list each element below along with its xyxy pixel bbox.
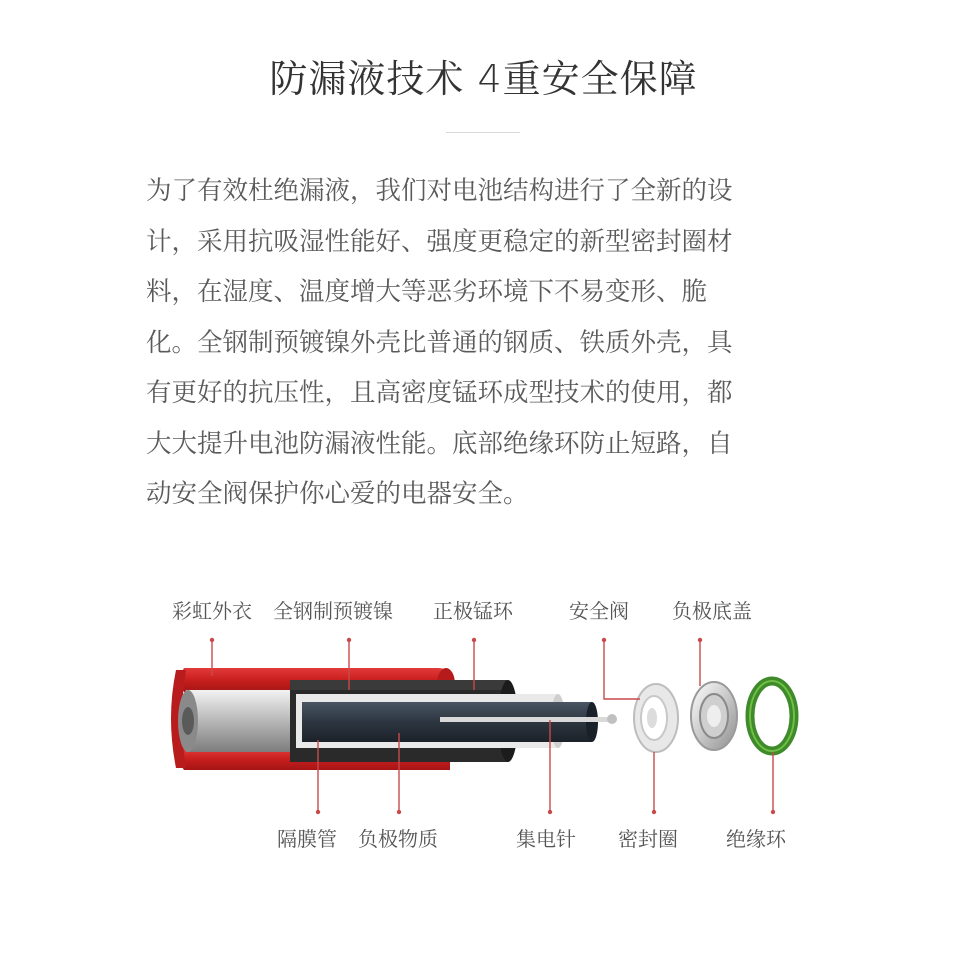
- paragraph-line: 计，采用抗吸湿性能好、强度更稳定的新型密封圈材: [146, 226, 733, 257]
- label-cathode-ring: 正极锰环: [433, 599, 513, 623]
- label-separator: 隔膜管: [277, 827, 337, 851]
- page-title: 防漏液技术 4重安全保障: [269, 57, 698, 101]
- label-rainbow-coat: 彩虹外衣: [172, 599, 252, 623]
- label-negative-cap: 负极底盖: [672, 599, 752, 623]
- paragraph-line: 有更好的抗压性，且高密度锰环成型技术的使用，都: [146, 378, 733, 408]
- label-steel-shell: 全钢制预镀镍: [273, 599, 393, 623]
- paragraph-line: 大大提升电池防漏液性能。底部绝缘环防止短路，自: [146, 428, 733, 459]
- label-insulating-ring: 绝缘环: [726, 827, 786, 851]
- paragraph-line: 料，在湿度、温度增大等恶劣环境下不易变形、脆: [146, 277, 708, 307]
- insulating-ring: [750, 681, 794, 751]
- paragraph-line: 动安全阀保护你心爱的电器安全。: [146, 479, 529, 509]
- label-safety-valve: 安全阀: [569, 599, 629, 623]
- paragraph-line: 为了有效杜绝漏液，我们对电池结构进行了全新的设: [146, 176, 733, 206]
- paragraph-line: 化。全钢制预镀镍外壳比普通的钢质、铁质外壳，具: [146, 327, 733, 358]
- negative-cap: [691, 682, 737, 750]
- label-seal-ring: 密封圈: [618, 827, 678, 851]
- label-anode: 负极物质: [358, 827, 438, 851]
- seal-ring: [634, 684, 678, 752]
- label-collector: 集电针: [516, 827, 576, 851]
